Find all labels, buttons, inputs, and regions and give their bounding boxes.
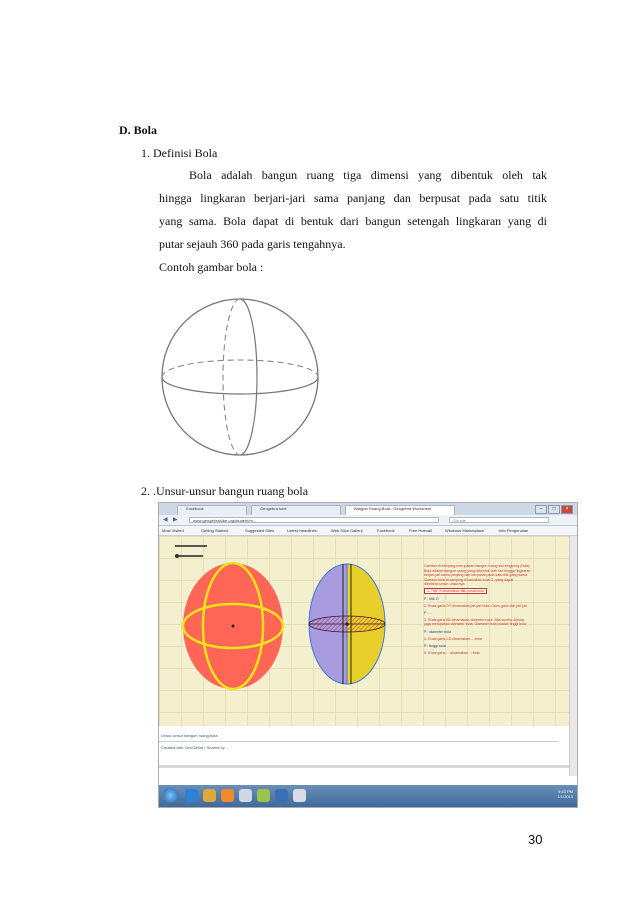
app-icon[interactable] xyxy=(293,789,306,802)
close-icon[interactable]: × xyxy=(561,505,573,514)
info-line: Gambar di samping merupakan bangun ruang sisi lengkung (bola). xyxy=(424,564,531,568)
start-button-icon[interactable] xyxy=(163,788,178,803)
bookmark-item[interactable]: Getting Started xyxy=(201,528,228,533)
below-link[interactable]: Unsur-unsur bangun ruang bola xyxy=(161,733,218,738)
equator-front xyxy=(162,377,318,394)
browser-tab[interactable]: Facebook xyxy=(177,505,247,515)
bookmark-item[interactable]: Free Hotmail xyxy=(409,528,432,533)
page-below-canvas xyxy=(159,731,569,779)
clock-time: 9:43 PM xyxy=(558,789,573,794)
answer-4[interactable]: P : tinggi bola xyxy=(424,643,446,648)
bookmark-item[interactable]: Windows Marketplace xyxy=(445,528,485,533)
info-panel xyxy=(424,564,564,658)
question-1: 1. Titik O dinamakan titik pusat bola xyxy=(424,588,487,594)
meridian-back xyxy=(223,299,240,455)
app-icon[interactable] xyxy=(239,789,252,802)
sphere-right xyxy=(307,560,397,690)
explorer-folder-icon[interactable] xyxy=(203,789,216,802)
question-3-cont: juga merupakan diameter bola. Diameter bola adalah tinggi bola xyxy=(424,622,527,627)
paragraph-line-2: hingga lingkaran berjari-jari sama panjang dan berpusat pada satu titik xyxy=(159,191,547,205)
sphere-outline xyxy=(162,299,318,455)
info-line: Gambar bola di samping dinamakan bola O, yang dapat xyxy=(424,577,514,582)
app-icon[interactable] xyxy=(257,789,270,802)
equator-back xyxy=(162,360,318,377)
bookmark-item[interactable]: Latest Headlines xyxy=(287,528,317,533)
embedded-browser-screenshot xyxy=(158,502,578,808)
answer-3[interactable]: P : diameter bola xyxy=(424,629,452,634)
browser-tab[interactable]: Geogebra tube xyxy=(251,505,341,515)
bookmark-item[interactable]: Suggested Sites xyxy=(245,528,275,533)
url-field[interactable]: www.geogebratube.org/student/m... xyxy=(189,517,439,523)
answer-1[interactable]: P : titik O xyxy=(424,596,439,601)
search-input[interactable]: Google xyxy=(449,517,549,523)
info-line: berjari-jari sama panjang dan berpusat pada satu titik yang sama. xyxy=(424,573,529,578)
paragraph-line-4: putar sejauh 360 pada garis tengahnya. xyxy=(159,237,346,251)
paragraph-line-3: yang sama. Bola dapat di bentuk dari bangun setengah lingkaran yang di xyxy=(159,214,547,228)
bookmark-item[interactable]: Facebook xyxy=(377,528,395,533)
answer-2[interactable]: P : ... xyxy=(424,610,433,615)
back-icon[interactable]: ◀ xyxy=(163,517,168,523)
vertical-scrollbar[interactable] xyxy=(569,536,577,776)
example-caption: Contoh gambar bola : xyxy=(159,260,264,274)
browser-tab-active[interactable]: Bangun Ruang Bola - Geogebra Worksheet xyxy=(345,505,455,515)
question-4: 4. Ruas garis CD dinamakan ... bola xyxy=(424,636,482,641)
page-number: 30 xyxy=(528,832,543,847)
horizontal-scrollbar[interactable] xyxy=(159,765,569,768)
section-heading: D. Bola xyxy=(119,123,158,137)
address-bar-row xyxy=(159,515,577,526)
geogebra-canvas[interactable] xyxy=(159,536,569,726)
bookmark-item[interactable]: Most Visited xyxy=(162,528,184,533)
meridian-front xyxy=(240,299,257,455)
word-icon[interactable] xyxy=(275,789,288,802)
taskbar-clock[interactable] xyxy=(557,789,573,799)
browser-tab-bar xyxy=(159,503,577,515)
question-2: 2. Ruas garis OT dinamakan jari-jari bola. Garis-garis lain jari-jari xyxy=(424,603,528,608)
sphere-left xyxy=(181,560,285,690)
bookmarks-bar xyxy=(159,526,577,536)
item-1-label: 1. Definisi Bola xyxy=(141,146,218,160)
internet-explorer-icon[interactable] xyxy=(185,789,198,802)
item-2-label: 2. .Unsur-unsur bangun ruang bola xyxy=(141,484,309,498)
minimize-icon[interactable]: – xyxy=(535,505,547,514)
windows-taskbar xyxy=(159,785,577,807)
info-line: diketahui unsur-unsurnya: xyxy=(424,582,466,587)
slider-control[interactable] xyxy=(173,542,213,562)
bookmark-item[interactable]: Info Pengenalan xyxy=(499,528,529,533)
paragraph-line-1: Bola adalah bangun ruang tiga dimensi yang dibentuk oleh tak xyxy=(189,168,547,182)
forward-icon[interactable]: ▶ xyxy=(173,517,178,523)
clock-date: 1/1/2013 xyxy=(557,794,573,799)
bookmark-item[interactable]: Web Slice Gallery xyxy=(331,528,363,533)
below-text: Created with GeoGebra | Shared by ... xyxy=(161,745,230,750)
question-3: 3. Ruas garis AB dinamakan diameter bola. Jika sumbu diputar, xyxy=(424,617,526,622)
maximize-icon[interactable]: □ xyxy=(548,505,560,514)
info-line: Bola adalah bangun ruang yang dibentuk oleh tak hingga lingkaran xyxy=(424,568,531,573)
sphere-figure xyxy=(160,294,320,462)
firefox-icon[interactable] xyxy=(221,789,234,802)
divider xyxy=(159,741,559,742)
question-5: 5. Ruas garis ... dinamakan ... bola xyxy=(424,650,480,655)
